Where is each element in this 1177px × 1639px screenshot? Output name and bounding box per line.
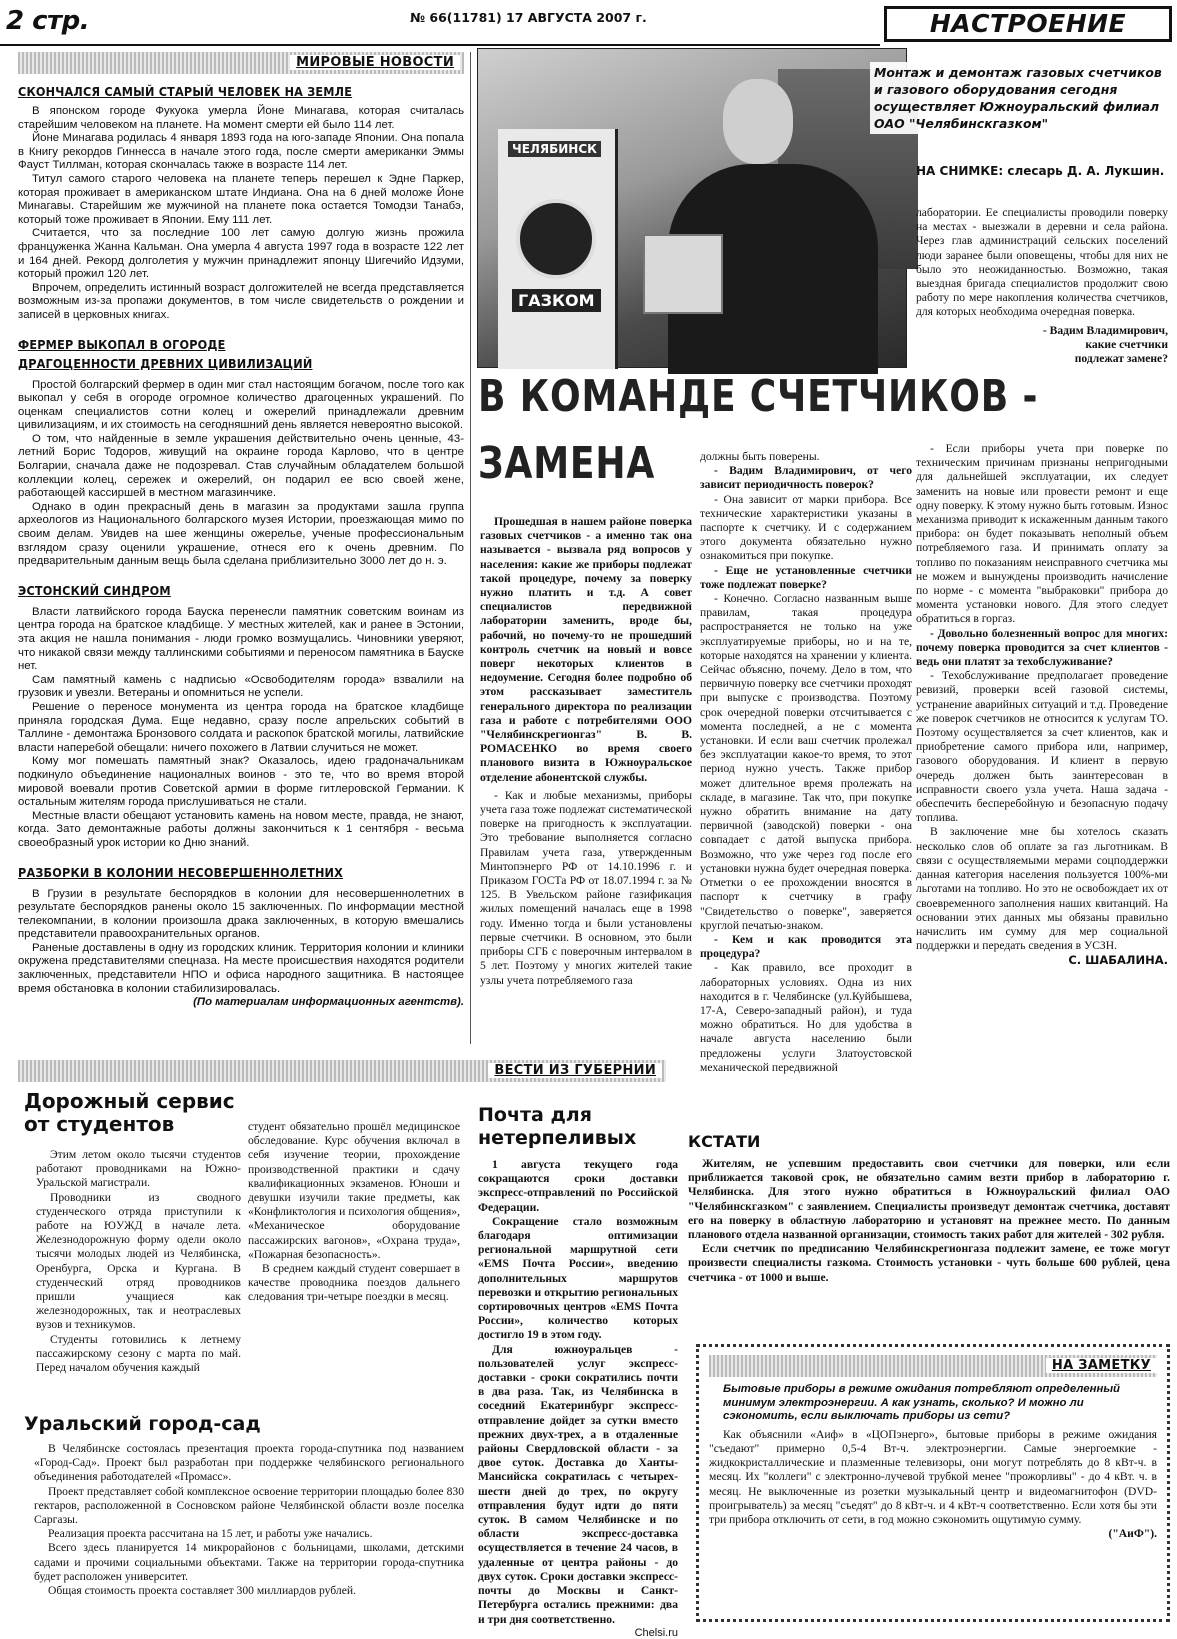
feature-col3-top — [916, 206, 1168, 366]
story-title: Почта для — [478, 1104, 592, 1126]
region-story-students — [24, 1089, 464, 1375]
photo-sign-city: ЧЕЛЯБИНСК — [508, 141, 601, 157]
story-body — [18, 379, 464, 569]
paragraph: Решение о переносе монумента из центра города на братское кладбище приняла городская Дума. Еще недавно, сразу после апрельских событий в Таллине - демонтажа Бронзового солдата и раскопок братской могилы, латвийские власти наперебой обещали: ничего похожего в Латвии случиться не может. — [18, 700, 464, 754]
story-title: ФЕРМЕР ВЫКОПАЛ В ОГОРОДЕ — [18, 336, 226, 352]
feature-headline-line2: ЗАМЕНА — [478, 438, 656, 489]
story-title: РАЗБОРКИ В КОЛОНИИ НЕСОВЕРШЕННОЛЕТНИХ — [18, 864, 344, 880]
paragraph: В японском городе Фукуока умерла Йоне Минагава, которая считалась старейшим человеком на планете. На момент смерти ей было 114 лет. — [18, 105, 464, 131]
photo-sign-company: ГАЗКОМ — [512, 289, 601, 312]
paragraph: Сам памятный камень с надписью «Освободителям города» взвалили на грузовик и увезли. Ветераны и опомниться не успели. — [18, 673, 464, 700]
story-body — [478, 1158, 678, 1627]
paragraph: В Челябинске состоялась презентация проекта города-спутника под названием «Город-Сад». Проект был разработан при поддержке челябинского регионального объединения работодателей «Промасс». — [34, 1442, 464, 1484]
story-title: Дорожный сервис — [24, 1089, 235, 1113]
question: - Довольно болезненный вопрос для многих: почему поверка проводится за счет клиентов - ведь они платят за техобслуживание? — [916, 626, 1168, 669]
paragraph: Местные власти обещают установить камень на новом месте, правда, не знают, когда. Зато демонтажные работы должны закончиться к 1 сентября - весьма своеобразный урок истории ко Дню знаний. — [18, 809, 464, 849]
paragraph: Этим летом около тысячи студентов работают проводниками на Южно-Уральской магистрали. — [36, 1148, 241, 1190]
paragraph: лаборатории. Ее специалисты проводили поверку на местах - выезжали в деревни и села района. Через глав администраций сельских поселений люди заранее были оповещены, чтобы для них не было это неожиданностью. Возможно, такая выездная бригада специалистов продолжит свою работу по мере накопления количества счетчиков, для которых необходима очередная поверка. — [916, 206, 1168, 319]
paragraph: Если счетчик по предписанию Челябинскрегионгаза подлежит замене, ее тоже могут произвести специалисты газкома. Стоимость установки - чуть больше 600 рублей, цена счетчика - от 1000 и выше. — [688, 1242, 1170, 1284]
paragraph: О том, что найденные в земле украшения действительно очень ценные, 43-летний Борис Тодоров, живущий на окраине города Карлово, что в центре Болгарии, сначала даже не подозревал. Став случайным обладателем большой коллекции колец, сережек и ожерелий, он подарил ее всю своей жене, работающей кассиршей в местном магазинчике. — [18, 432, 464, 500]
note-box — [696, 1344, 1170, 1622]
feature-col1 — [480, 515, 692, 988]
paragraph: Проводники из сводного студенческого отряда приступили к работе на ЮУЖД в начале лета. Железнодорожную форму одели около тысячи молодых людей из Челябинска, Оренбурга, Орска и Кургана. В студенческий отряд проводников пришли учащиеся как железнодорожных, так и неотраслевых вузов и техникумов. — [36, 1190, 241, 1332]
story-col-right — [248, 1120, 460, 1305]
world-news — [18, 52, 464, 1010]
header-rule — [0, 44, 880, 46]
story-body — [24, 1442, 464, 1598]
paragraph: Студенты готовились к летнему пассажирскому сезону с марта по май. Перед началом обучения каждый — [36, 1332, 241, 1375]
story-title: Уральский город-сад — [24, 1413, 261, 1435]
feature-col3 — [916, 442, 1168, 968]
question: - Вадим Владимирович, от чего зависит периодичность поверок? — [700, 464, 912, 492]
region-rubric: ВЕСТИ ИЗ ГУБЕРНИИ — [488, 1063, 662, 1078]
paragraph: Впрочем, определить истинный возраст долгожителей не всегда представляется возможным из-за пропажи документов, в том числе свидетельств о рождении и записей в церковных книгах. — [18, 281, 464, 321]
paragraph: студент обязательно прошёл медицинское обследование. Курс обучения включал в себя изучение теории, прохождение производственной практики и сдачу квалификационных экзаменов. Юноши и девушки изучили такие предметы, как «Конфликтология и психология общения», «Механическое оборудование пассажирских вагонов», «Охрана труда», «Пожарная безопасность». — [248, 1120, 460, 1261]
story-source: (По материалам информационных агентств). — [193, 996, 464, 1009]
person-head — [723, 79, 793, 164]
question: - Кем и как проводится эта процедура? — [700, 932, 912, 961]
paragraph: Общая стоимость проекта составляет 300 миллиардов рублей. — [48, 1584, 356, 1598]
note-body — [709, 1428, 1157, 1542]
question: - Еще не установленные счетчики тоже подлежат поверке? — [700, 563, 912, 591]
kstati — [688, 1132, 1170, 1285]
region-rubric-bar — [18, 1060, 666, 1082]
paragraph: Жителям, не успевшим предоставить свои счетчики для поверки, или если приближается таковой срок, не обязательно самим везти прибор в лабораторию г. Челябинска. Для этого нужно обратиться в Южноуральский филиал ОАО "Челябинскгазком" с заявлением. Специалисты произведут демонтаж счетчика, доставят его на поверку в областную лабораторию и установят на прежнее место. По данным планового отдела названной организации, стоимость таких работ для жителей - 302 рубля. — [688, 1157, 1170, 1242]
paragraph: В среднем каждый студент совершает в качестве проводника поездов дальнего следования три-четыре поездки в месяц. — [248, 1262, 460, 1304]
paragraph: Проект представляет собой комплексное освоение территории площадью более 830 гектаров, расположенной в Сосновском районе Челябинской области возле поселка Саргазы. — [34, 1484, 464, 1527]
story-body — [18, 888, 464, 1010]
signature: С. ШАБАЛИНА. — [1068, 953, 1168, 968]
note-rubric-bar — [709, 1355, 1157, 1377]
kstati-title: КСТАТИ — [688, 1132, 761, 1151]
paragraph: Как объяснили «Аиф» в «ЦОПэнерго», бытовые приборы в режиме ожидания "съедают" примерно 0,5-4 Вт-ч. электроэнергии. Самые энергоемкие - жидкокристаллические и плазменные телевизоры, они могут потреблять до 8 кВт-ч. в месяц. Их "коллеги" с электронно-лучевой трубкой менее "прожорливы" - до 4 кВт. ч. в месяц. Не выключенные из розетки музыкальный центр и видеомагнитофон (DVD-проигрыватель) за месяц "съедят" до 8 кВт-ч. и 4 кВт-ч соответственно. Если хотя бы эти три прибора отключить от сети, в год можно сэкономить ощутимую сумму. — [709, 1427, 1157, 1526]
paragraph: - Как правило, все проходит в лабораторных условиях. Одна из них находится в г. Челябинске (ул.Куйбышева, 17-А, Северо-западный район), и туда можно обратиться. Но для удобства в начале августа населению были предложены услуги Златоустовской механической передвижной — [700, 961, 912, 1074]
paragraph: Сокращение стало возможным благодаря оптимизации региональной маршрутной сети «EMS Почта России», введению дополнительных маршрутов перевозки и открытию региональных сортировочных центров «EMS Почта России», количество которых достигло 19 в этом году. — [478, 1214, 678, 1342]
paragraph: 1 августа текущего года сокращаются сроки доставки экспресс-отправлений по Российской Федерации. — [478, 1158, 678, 1214]
region-story-mail — [478, 1104, 678, 1639]
column-rule — [470, 52, 471, 1044]
paragraph: Йоне Минагава родилась 4 января 1893 года на юго-западе Японии. Она попала в Книгу рекордов Гиннесса в начале этого года, после смерти американки Эммы Фауст Тиллман, которая скончалась также в возрасте 114 лет. — [18, 132, 464, 172]
paragraph: - Если приборы учета при поверке по техническим причинам признаны непригодными для дальнейшей эксплуатации, их следует заменить на новые или провести ремонт и еще одну поверку. К этому нужно быть готовым. Износ механизма приводит к искаженным данным такого прибора: он будет показывать неполный объем потребляемого газа. И принимать оплату за топливо по показаниям неисправного счетчика мы не можем и вынуждены производить начисление по норме - с момента "выбраковки" прибора до момента установки нового. Для этого следует обратиться в горгаз. — [916, 442, 1168, 626]
paragraph: - Техобслуживание предполагает проведение ревизий, проверки всей газовой системы, устранение аварийных ситуаций и т.д. Проведение же поверок счетчиков не относится к услугам ТО. Поэтому осуществляется за счет клиентов, как и приобретение самого прибора или, например, газового оборудования. И клиент в первую очередь должен быть заинтересован в исправности своего узла учета. Наша задача - обеспечить бесперебойную и безопасную подачу топлива. — [916, 669, 1168, 825]
story-title: ДРАГОЦЕННОСТИ ДРЕВНИХ ЦИВИЛИЗАЦИЙ — [18, 355, 313, 371]
feature-lead — [870, 62, 1170, 134]
section-title: НАСТРОЕНИЕ — [929, 9, 1127, 38]
paragraph: Однако в один прекрасный день в магазин за продуктами зашла группа археологов из Национального болгарского музея Истории, проезжающая мимо по своим делам. Увидев на шее женщины ожерелье, ученые профессиональным взглядом сразу оценили украшение, отнеся его к очень древним. По предварительным данным вещь была сделана приблизительно 3000 лет до н. э. — [18, 500, 464, 568]
note-source: ("АиФ"). — [1108, 1527, 1157, 1541]
story-source: Chelsi.ru — [634, 1626, 678, 1639]
paragraph: Всего здесь планируется 14 микрорайонов с больницами, школами, детскими садами и прочими социальными объектами. Также на территории города-спутника будет расположен университет. — [34, 1541, 464, 1583]
story-col-left — [36, 1148, 241, 1375]
feature-lead-text: Монтаж и демонтаж газовых счетчиков и газового оборудования сегодня осуществляет Южноуральский филиал ОАО "Челябинскгазком" — [870, 62, 1170, 134]
section-banner — [884, 6, 1172, 42]
issue-info: № 66(11781) 17 АВГУСТА 2007 г. — [410, 10, 647, 25]
photo-caption: НА СНИМКЕ: слесарь Д. А. Лукшин. — [916, 164, 1165, 178]
question: - Вадим Владимирович, какие счетчики подлежат замене? — [1042, 323, 1168, 366]
paragraph: Титул самого старого человека на планете теперь перешел к Эдне Паркер, которая проживает в американском штате Индиана. Она на 6 дней моложе Йоне Минагавы. Старейшим же мужчиной на планете пока остается Томодзи Танабэ, который тоже проживает в Японии. Ему 111 лет. — [18, 172, 464, 226]
paragraph: Считается, что за последние 100 лет самую долгую жизнь прожила француженка Жанна Кальман. Она умерла 4 августа 1997 года в возрасте 122 лет и 164 дней. Рекорд долголетия у мужчин принадлежит японцу Шигечийо Идзуми, который прожил 120 лет. — [18, 227, 464, 281]
paragraph: - Конечно. Согласно названным выше правилам, такая процедура распространяется не только на уже эксплуатируемые приборы, но и на те, которые находятся на хранении у клиента. Сейчас объясню, почему. Дело в том, что первичную поверку все счетчики проходят при выпуске с производства. Поэтому срок очередной поверки отсчитывается с момента последней, а не с момента установки. И если ваш счетчик пролежал без эксплуатации какое-то время, то этот период нужно учесть. Также прибор может длительное время пролежать на складе, в магазине. Так что, при покупке нужно обратить внимание на дату первичной (заводской) поверки - она совпадает с датой выпуска прибора. Возможно, что уже через год после его установки нужна будет очередная поверка. Отметки о ее прохождении вносятся в паспорт к счетчику в графу "Свидетельство о поверке", заверяется круглой печатью-знаком. — [700, 592, 912, 932]
paragraph: В заключение мне бы хотелось сказать несколько слов об оплате за газ льготникам. В связи с осуществляемыми мерами соцподдержки данная категория населения пользуется 100%-ми льготами на топливо. Но это не освобождает их от своевременного заполнения наших квитанций. На основании этих данных мы обязаны правильно начислить им сумму для мер социальной поддержки и передать сведения в УСЗН. — [916, 825, 1168, 953]
paragraph: Раненые доставлены в одну из городских клиник. Территория колонии и клиники окружена представителями спецназа. На месте происшествия находятся родители заключенных, представители НПО и офиса народного защитника. В настоящее время обстановка в колонии стабилизировалась. — [18, 941, 464, 995]
story-title: нетерпеливых — [478, 1127, 637, 1149]
story-body — [18, 606, 464, 851]
region-story-garden-city — [24, 1412, 464, 1598]
gas-meter — [643, 234, 723, 314]
story-body — [18, 105, 464, 323]
world-news-rubric: МИРОВЫЕ НОВОСТИ — [290, 55, 460, 70]
feature-photo — [477, 48, 907, 368]
paragraph: Кому мог помешать памятный знак? Оказалось, идею градоначальникам подкинуло объединение националных воинов - это те, что во время второй мировой воевали против Советской армии в форме гитлеровской Германии. К остальным жителям города прислушиваться не стали. — [18, 755, 464, 809]
paragraph: - Она зависит от марки прибора. Все технические характеристики указаны в паспорте к счетчику. И с содержанием этого документа обязательно нужно ознакомиться при покупке. — [700, 492, 912, 563]
feature-headline-line1: В КОМАНДЕ СЧЕТЧИКОВ - — [478, 371, 1039, 422]
paragraph: Реализация проекта рассчитана на 15 лет, и работы уже начались. — [48, 1527, 373, 1541]
gazkom-logo-icon — [516, 199, 596, 279]
story-title: СКОНЧАЛСЯ САМЫЙ СТАРЫЙ ЧЕЛОВЕК НА ЗЕМЛЕ — [18, 84, 353, 99]
story-title: от студентов — [24, 1112, 175, 1136]
paragraph: - Как и любые механизмы, приборы учета газа тоже подлежат систематической поверке на пригодность к эксплуатации. Это требование выполняется согласно Правилам учета газа, утвержденным Минтопэнерго РФ от 14.10.1996 г. и Приказом ГОСТа РФ от 18.07.1994 г. за № 125. В Увельском районе газификация жилых помещений началась еще в 1998 году. Именно тогда и были установлены первые счетчики. В основном, это были приборы СГБ с поверочным интервалом в 5 лет. Поэтому у многих жителей такие узлы учета потребляемого газа — [480, 788, 692, 987]
feature-col2 — [700, 450, 912, 1075]
story-title: ЭСТОНСКИЙ СИНДРОМ — [18, 582, 171, 598]
paragraph: Для южноуральцев - пользователей услуг экспресс-доставки - сроки сократились почти в два раза. Так, из Челябинска в соседний Екатеринбург экспресс-отправление дойдет за сутки вместо прежних двух-трех, а в отдаленные районы Свердловской области - за двое суток. Доставка до Ханты-Мансийска сократилась с четырех-шести дней до трех, по округу отправления будут идти до пяти суток. В самом Челябинске и по области экспресс-доставка осуществляется в течение 24 часов, в удаленные от центра районы - до двух суток. Сроки доставки экспресс-почты до Москвы и Санкт-Петербурга остались прежними: два и три дня соответственно. — [478, 1342, 678, 1626]
note-lead: Бытовые приборы в режиме ожидания потребляют определенный минимум электроэнергии. А как узнать, сколько? И можно ли сэкономить, если выключать приборы из сети? — [723, 1383, 1121, 1423]
paragraph: Власти латвийского города Бауска перенесли памятник советским воинам из центра города на братское кладбище. У местных жителей, как и ранее в Эстонии, эта акция не нашла понимания - люди громко возмущались. Чиновники уверяют, что никакой связи между таллинскими событиями и переносом памятника в Бауске нет. — [18, 605, 464, 673]
paragraph: Простой болгарский фермер в один миг стал настоящим богачом, после того как выкопал у себя в огороде огромное количество драгоценных украшений. По оценкам специалистов сотни колец и ожерелий принадлежали древним цивилизациям, и их стоимость на сегодняшний день является невероятно высокой. — [18, 378, 464, 432]
kstati-body — [688, 1157, 1170, 1285]
note-rubric: НА ЗАМЕТКУ — [1046, 1358, 1157, 1373]
page-number: 2 стр. — [6, 6, 90, 36]
paragraph: должны быть поверены. — [700, 450, 820, 463]
feature-intro: Прошедшая в нашем районе поверка газовых счетчиков - а именно так она называется - вызвала ряд вопросов у населения: какие же приборы подлежат такой процедуре, почему за поверку нужно платить и т.д. А совет специалистов передвижной лаборатории заменить, вроде бы, рабочий, но почему-то не прошедший контроль счетчик на новый и вовсе поверг некоторых клиентов в недоумение. Сегодня более подробно об этом рассказывает заместитель генерального директора по реализации газа и работе с потребителями ООО "Челябинскрегионгаз" В. В. РОМАСЕНКО во время своего планового визита в Южноуральское отделение абонентской службы. — [480, 515, 692, 784]
paragraph: В Грузии в результате беспорядков в колонии для несовершеннолетних в результате беспорядков ранены около 15 заключенных. По информации местной телекомпании, в колонии произошла драка заключенных, в которую вмешались представители правоохранительных органов. — [18, 887, 464, 941]
world-news-rubric-bar — [18, 52, 464, 74]
